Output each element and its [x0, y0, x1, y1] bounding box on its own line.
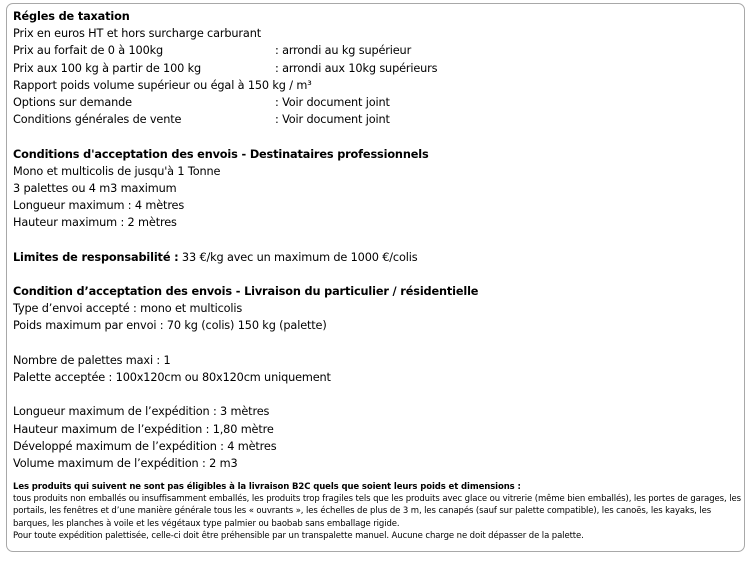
spacer: [13, 231, 748, 248]
b2c-exclusions-note: [13, 481, 745, 542]
taxation-title: Régles de taxation: [13, 10, 130, 23]
taxation-row-options: [13, 94, 748, 111]
taxation-row-value: : Voir document joint: [275, 95, 390, 109]
taxation-row-label: Prix aux 100 kg à partir de 100 kg: [13, 61, 202, 75]
taxation-row-label: Options sur demande: [13, 95, 132, 109]
taxation-row-value: : Voir document joint: [275, 113, 390, 127]
spacer: [13, 266, 748, 283]
b2c-exclusions-title: Les produits qui suivent ne sont pas éligibles à la livraison B2C quels que soient leurs poids et dimensions :: [13, 482, 521, 493]
taxation-row-label: Conditions générales de vente: [13, 113, 182, 127]
residential-condition-line: Palette acceptée : 100x120cm ou 80x120cm uniquement: [13, 370, 331, 384]
taxation-currency-note: Prix en euros HT et hors surcharge carburant: [13, 27, 261, 41]
residential-condition-line: Développé maximum de l’expédition : 4 mètres: [13, 439, 277, 453]
residential-condition-line: Nombre de palettes maxi : 1: [13, 353, 171, 367]
taxation-row-value: : arrondi au kg supérieur: [275, 44, 412, 58]
pro-condition-line: 3 palettes ou 4 m3 maximum: [13, 181, 177, 195]
liability-label: Limites de responsabilité :: [13, 250, 179, 264]
liability-limits: [13, 249, 748, 266]
pro-condition-line: Longueur maximum : 4 mètres: [13, 199, 185, 213]
taxation-row-value: : arrondi aux 10kg supérieurs: [275, 61, 438, 75]
residential-condition-line: Poids maximum par envoi : 70 kg (colis) 150 kg (palette): [13, 319, 327, 333]
taxation-row-flat-rate: [13, 42, 748, 59]
spacer: [13, 386, 748, 403]
spacer: [13, 128, 748, 145]
pro-condition-line: Hauteur maximum : 2 mètres: [13, 216, 177, 230]
taxation-row-terms: [13, 111, 748, 128]
taxation-row-label: Prix au forfait de 0 à 100kg: [13, 44, 164, 58]
residential-conditions-title: Condition d’acceptation des envois - Livraison du particulier / résidentielle: [13, 285, 479, 298]
pro-condition-line: Mono et multicolis de jusqu'à 1 Tonne: [13, 164, 221, 178]
residential-condition-line: Hauteur maximum de l’expédition : 1,80 mètre: [13, 422, 274, 436]
conditions-content: [13, 8, 748, 542]
residential-condition-line: Type d’envoi accepté : mono et multicolis: [13, 302, 243, 316]
b2c-exclusions-body: tous produits non emballés ou insuffisamment emballés, les produits trop fragiles tels que les produits avec glace ou vitrerie (même bien emballés), les portes de garages, les portails, les fenêtres et d’une manière générale tous les « ouvrants », les échelles de plus de 3 m, les canapés (sauf sur palette compatible), les canoës, les kayaks, les barques, les planches à voile et les végétaux type palmier ou baobab sans emballage rigide.: [13, 494, 741, 529]
liability-value: 33 €/kg avec un maximum de 1000 €/colis: [178, 250, 418, 264]
pallet-handling-note: Pour toute expédition palettisée, celle-ci doit être préhensible par un transpalette manuel. Aucune charge ne doit dépasser de la palette.: [13, 530, 584, 541]
residential-condition-line: Longueur maximum de l’expédition : 3 mètres: [13, 405, 270, 419]
taxation-row-per-100kg: [13, 60, 748, 77]
residential-condition-line: Volume maximum de l’expédition : 2 m3: [13, 456, 238, 470]
spacer: [13, 335, 748, 352]
taxation-weight-volume-ratio: Rapport poids volume supérieur ou égal à 150 kg / m³: [13, 78, 312, 92]
pro-conditions-title: Conditions d'acceptation des envois - Destinataires professionnels: [13, 147, 429, 161]
